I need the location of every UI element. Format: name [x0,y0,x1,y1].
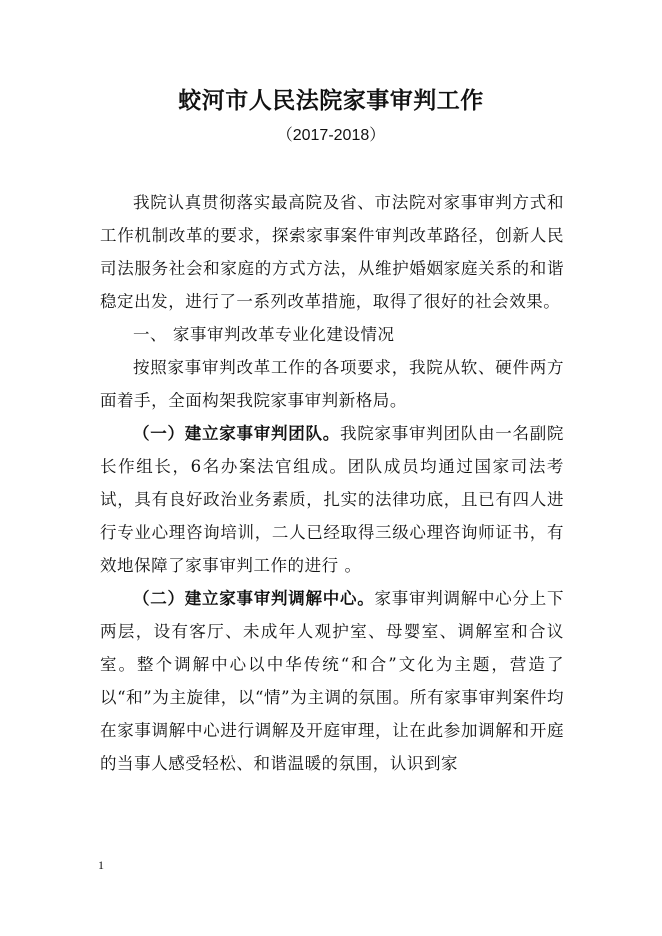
item-2-lead: （二）建立家事审判调解中心。 [133,589,375,608]
item-1-text: 我院家事审判团队由一名副院长作组长，6名办案法官组成。团队成员均通过国家司法考试，具有良好政治业务素质，扎实的法律功底，且已有四人进行专业心理咨询培训，二人已经取得三级心理咨询师证书，有效地保障了家事审判工作的进行 。 [100,424,564,575]
document-title: 蛟河市人民法院家事审判工作 [178,88,484,114]
item-paragraph-1 [100,417,564,582]
page-number: 1 [98,858,104,872]
item-2-text: 家事审判调解中心分上下两层，设有客厅、未成年人观护室、母婴室、调解室和合议室。整个调解中心以中华传统“和合”文化为主题，营造了以“和”为主旋律，以“情”为主调的氛围。所有家事审判案件均在家事调解中心进行调解及开庭审理，让在此参加调解和开庭的当事人感受轻松、和谐温暖的氛围，认识到家 [100,589,564,773]
intro-paragraph: 我院认真贯彻落实最高院及省、市法院对家事审判方式和工作机制改革的要求，探索家事案件审判改革路径，创新人民司法服务社会和家庭的方式方法，从维护婚姻家庭关系的和谐稳定出发，进行了一系列改革措施，取得了很好的社会效果。 [100,193,564,311]
item-paragraph-2 [100,582,564,780]
item-1-lead: （一）建立家事审判团队。 [133,424,340,443]
section-paragraph: 按照家事审判改革工作的各项要求，我院从软、硬件两方面着手，全面构架我院家事审判新格局。 [100,358,564,410]
section-heading: 一、 家事审判改革专业化建设情况 [133,325,395,344]
document-subtitle: （2017-2018） [276,127,386,144]
document-body [100,186,564,780]
